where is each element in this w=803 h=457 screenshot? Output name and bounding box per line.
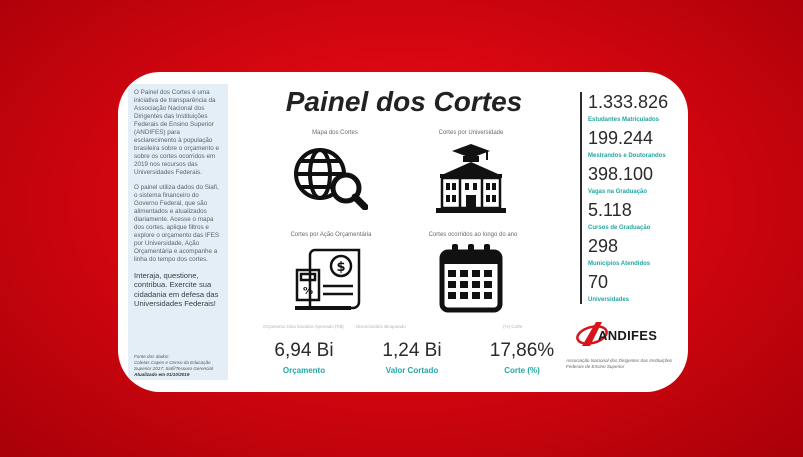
stat-label-students: Estudantes Matriculados <box>588 117 660 123</box>
tile-label-timeline: Cortes ocorridos ao longo do ano <box>428 232 518 238</box>
dashboard-card <box>118 72 688 392</box>
tile-label-map: Mapa dos Cortes <box>312 130 358 136</box>
stat-label-seats: Vagas na Graduação <box>588 189 648 195</box>
sidebar-info-panel <box>128 84 228 380</box>
sidebar-details-text: O painel utiliza dados do Siafi, o sistema financeiro do Governo Federal, que são alimentados e atualizados diariamente. Acesse o mapa dos cortes, aplique filtros e explore o orçamento das IFES por Universidade, Ação Orçamentária e acompanhe a linha do tempo dos cortes. <box>134 184 220 263</box>
kpi-percent-value: 17,86% <box>489 340 555 361</box>
data-source-title: Fonte dos dados: <box>134 354 170 359</box>
data-source-body: Coletas Capes e Censo da Educação Superior 2017; Siafi/Tesouro Gerencial <box>134 360 213 371</box>
tile-label-university: Cortes por Universidade <box>438 130 504 136</box>
page-title: Painel dos Cortes <box>285 86 523 117</box>
kpi-caption-cut: Discricionário Bloqueado <box>356 324 406 329</box>
svg-text:%: % <box>302 286 314 297</box>
stat-label-courses: Cursos de Graduação <box>588 225 651 231</box>
kpi-budget-value: 6,94 Bi <box>274 340 334 361</box>
stat-value-universities: 70 <box>588 272 609 292</box>
stat-label-universities: Universidades <box>588 297 630 303</box>
stat-value-seats: 398.100 <box>588 164 654 184</box>
stat-label-municipalities: Municípios Atendidos <box>588 261 651 267</box>
andifes-logo-text: ANDIFES <box>598 328 658 343</box>
svg-text:$: $ <box>336 260 346 275</box>
stat-value-graduate: 199.244 <box>588 128 654 148</box>
kpi-percent-label: Corte (%) <box>504 366 540 375</box>
data-source-note <box>134 354 228 378</box>
university-building-icon[interactable] <box>436 142 506 214</box>
kpi-cut-label: Valor Cortado <box>385 366 439 375</box>
stat-value-courses: 5.118 <box>588 200 632 220</box>
tile-label-budget-action: Cortes por Ação Orçamentária <box>290 232 372 238</box>
kpi-caption-budget: Orçamento Discricionário Aprovado (R$) <box>263 324 344 329</box>
last-updated-text: Atualizado em 01/10/2019 <box>134 372 190 377</box>
calendar-icon[interactable] <box>438 242 504 314</box>
stat-value-municipalities: 298 <box>588 236 619 256</box>
kpi-budget-label: Orçamento <box>282 366 326 375</box>
stat-value-students: 1.333.826 <box>588 92 669 112</box>
kpi-cut-value: 1,24 Bi <box>382 340 442 361</box>
sidebar-intro-text: O Painel dos Cortes é uma iniciativa de transparência da Associação Nacional dos Dirigentes das Instituições Federais de Ensino Superior (ANDIFES) para esclarecimento à população brasileira sobre o orçamento e sobre os cortes ocorridos em 2019 nos recursos das Universidades Federais. <box>134 89 220 176</box>
kpi-caption-percent: (%) Corte <box>503 324 523 329</box>
sidebar-call-to-action: Interaja, questione, contribua. Exercite sua cidadania em defesa das Universidades Federais! <box>134 271 219 309</box>
andifes-subtitle: Associação Nacional dos Dirigentes das Instituições Federais de Ensino Superior <box>566 358 673 369</box>
stat-label-graduate: Mestrandos e Doutorandos <box>588 153 666 159</box>
stats-divider <box>580 92 582 304</box>
globe-search-icon[interactable] <box>290 144 368 210</box>
budget-document-icon[interactable] <box>293 244 365 314</box>
